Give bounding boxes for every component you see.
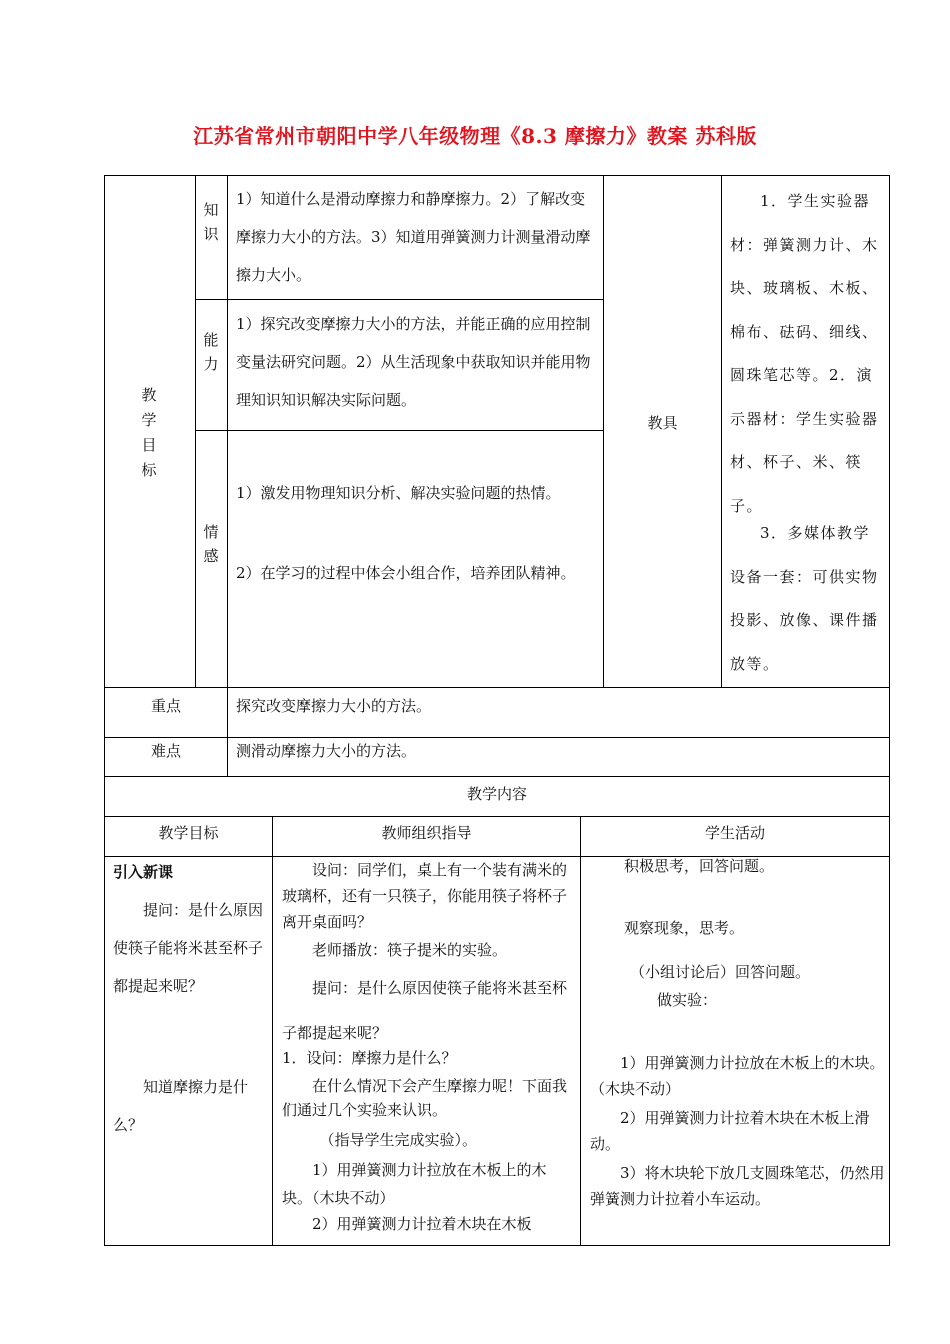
student-s1: 积极思考，回答问题。 <box>624 857 775 875</box>
goals-label: 教学目标 <box>141 386 157 479</box>
key-text: 探究改变摩擦力大小的方法。 <box>236 697 432 715</box>
tools-text-2: 3．多媒体教学设备一套：可供实物投影、放像、课件播放等。 <box>730 524 879 673</box>
tools-text-1: 1．学生实验器材：弹簧测力计、木块、玻璃板、木板、棉布、砝码、细线、圆珠笔芯等。2．演示器材：学生实验器材、杯子、米、筷子。 <box>730 192 879 515</box>
difficulty-label: 难点 <box>150 742 181 760</box>
emotion-item-1: 1）激发用物理知识分析、解决实验问题的热情。 <box>236 484 561 502</box>
page-title: 江苏省常州市朝阳中学八年级物理《8.3 摩擦力》教案 苏科版 <box>193 124 757 148</box>
student-s3: （小组讨论后）回答问题。 <box>630 963 811 981</box>
student-s6: 2）用弹簧测力计拉着木块在木板上滑动。 <box>590 1109 870 1153</box>
content-header: 教学内容 <box>466 785 527 803</box>
knowledge-text: 1）知道什么是滑动摩擦力和静摩擦力。2）了解改变摩擦力大小的方法。3）知道用弹簧测力计测量滑动摩擦力大小。 <box>236 190 591 284</box>
intro-question: 提问：是什么原因使筷子能将米甚至杯子都提起来呢？ <box>113 901 264 995</box>
key-label: 重点 <box>150 697 181 715</box>
student-s5: 1）用弹簧测力计拉放在木板上的木块。（木块不动） <box>590 1054 885 1098</box>
teacher-p8: 2）用弹簧测力计拉着木块在木板 <box>312 1215 532 1233</box>
ability-label: 能力 <box>203 331 219 373</box>
difficulty-text: 测滑动摩擦力大小的方法。 <box>236 742 417 760</box>
student-s2: 观察现象，思考。 <box>624 919 745 937</box>
teacher-p2: 老师播放：筷子提米的实验。 <box>312 941 508 959</box>
teacher-p3: 提问：是什么原因使筷子能将米甚至杯子都提起来呢？ <box>282 979 568 1042</box>
friction-question: 知道摩擦力是什么？ <box>113 1078 249 1134</box>
student-s7: 3）将木块轮下放几支圆珠笔芯，仍然用弹簧测力计拉着小车运动。 <box>590 1164 885 1208</box>
ability-text: 1）探究改变摩擦力大小的方法，并能正确的应用控制变量法研究问题。2）从生活现象中获取知识并能用物理知识知识解决实际问题。 <box>236 315 591 409</box>
student-s4: 做实验： <box>657 991 718 1009</box>
emotion-label: 情感 <box>203 523 219 565</box>
column-header-goals: 教学目标 <box>158 824 219 842</box>
teacher-p5: 在什么情况下会产生摩擦力呢！下面我们通过几个实验来认识。 <box>282 1077 568 1119</box>
teacher-p1: 设问：同学们，桌上有一个装有满米的玻璃杯，还有一只筷子，你能用筷子将杯子离开桌面吗？ <box>282 861 568 931</box>
emotion-item-2: 2）在学习的过程中体会小组合作，培养团队精神。 <box>236 564 576 582</box>
knowledge-label: 知识 <box>203 201 219 243</box>
teacher-p4: 1．设问：摩擦力是什么？ <box>282 1049 457 1067</box>
column-header-student: 学生活动 <box>704 824 765 842</box>
teacher-p6: （指导学生完成实验）。 <box>319 1131 478 1149</box>
column-header-teacher: 教师组织指导 <box>381 824 472 842</box>
intro-heading: 引入新课 <box>113 863 174 881</box>
teacher-p7: 1）用弹簧测力计拉放在木板上的木块。（木块不动） <box>282 1161 547 1207</box>
tools-label: 教具 <box>647 414 678 432</box>
